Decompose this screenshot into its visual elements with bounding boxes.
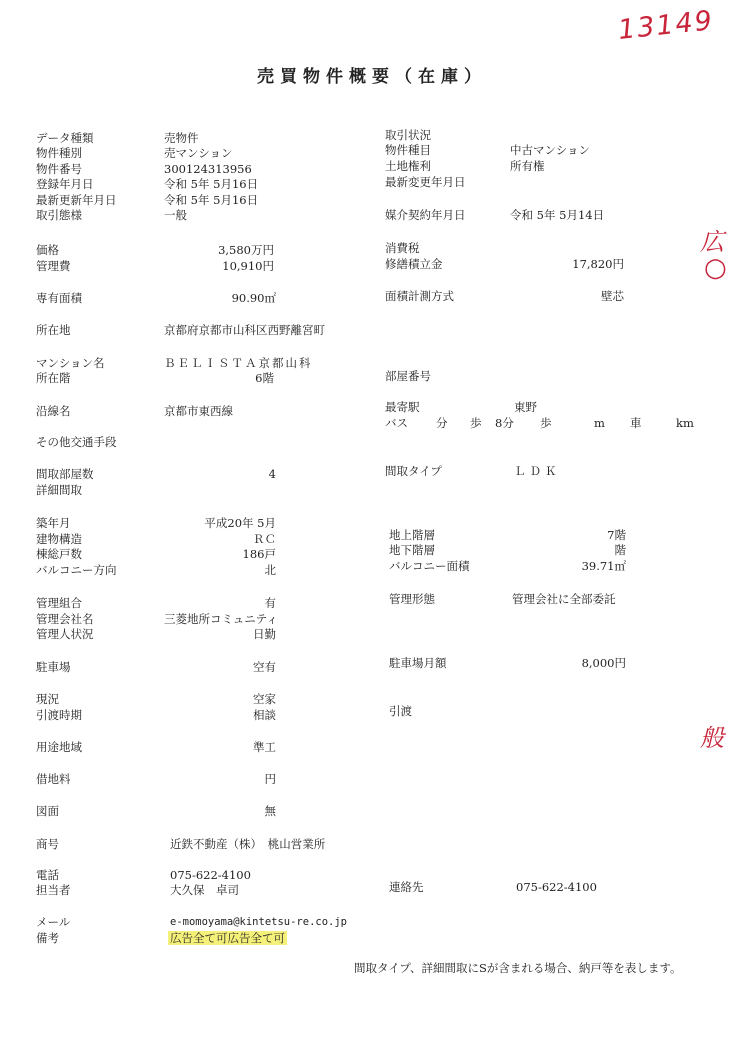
- value-mgmt-fee: 10,910円: [222, 259, 274, 273]
- value-property-type: 売マンション: [164, 146, 233, 160]
- label-contact: 連絡先: [389, 880, 424, 894]
- value-handover-time: 相談: [253, 708, 276, 722]
- label-area-method: 面積計測方式: [385, 289, 454, 303]
- value-brokerage-date: 令和 5年 5月14日: [510, 208, 605, 222]
- label-total-units: 棟総戸数: [36, 547, 82, 561]
- value-balcony-dir: 北: [264, 563, 276, 577]
- label-floor: 所在階: [36, 371, 71, 385]
- value-below-floors: 階: [614, 543, 626, 557]
- value-property-item: 中古マンション: [510, 143, 590, 157]
- value-layout-type: ＬＤＫ: [514, 464, 561, 478]
- label-structure: 建物構造: [36, 532, 82, 546]
- value-mansion-name: ＢＥＬＩＳＴＡ京都山科: [164, 356, 313, 370]
- label-land-right: 土地権利: [385, 159, 431, 173]
- handwritten-number: 13149: [616, 5, 716, 46]
- value-parking-fee: 8,000円: [581, 656, 626, 670]
- value-mgmt-company: 三菱地所コミュニティ: [164, 612, 278, 626]
- label-company: 商号: [36, 837, 59, 851]
- value-structure: ＲＣ: [253, 532, 276, 546]
- value-company: 近鉄不動産（株） 桃山営業所: [170, 837, 326, 851]
- value-manager-status: 日勤: [253, 627, 276, 641]
- label-mgmt-fee: 管理費: [36, 259, 71, 273]
- access-km: km: [676, 416, 694, 430]
- label-rooms: 間取部屋数: [36, 467, 94, 481]
- remarks-highlight: 広告全て可広告全て可: [170, 931, 285, 945]
- value-above-floors: 7階: [607, 528, 626, 542]
- value-staff: 大久保 卓司: [170, 883, 239, 897]
- value-mgmt-form: 管理会社に全部委託: [512, 592, 616, 606]
- access-car: 車: [630, 416, 642, 430]
- value-transaction: 一般: [164, 208, 187, 222]
- access-bus: バス: [385, 416, 408, 430]
- label-property-item: 物件種目: [385, 143, 431, 157]
- label-address: 所在地: [36, 323, 71, 337]
- page-title: 売買物件概要（在庫）: [257, 67, 487, 87]
- label-trade-status: 取引状況: [385, 128, 431, 142]
- access-walk-min: 8分: [495, 416, 514, 430]
- label-mgmt-union: 管理組合: [36, 596, 82, 610]
- label-land-rent: 借地料: [36, 772, 71, 786]
- value-mgmt-union: 有: [264, 596, 276, 610]
- label-area: 専有面積: [36, 291, 82, 305]
- value-current: 空家: [253, 692, 276, 706]
- label-remarks: 備考: [36, 931, 59, 945]
- value-data-type: 売物件: [164, 131, 199, 145]
- label-drawing: 図面: [36, 804, 59, 818]
- label-zoning: 用途地域: [36, 740, 82, 754]
- value-floor: 6階: [255, 371, 274, 385]
- label-data-type: データ種類: [36, 131, 94, 145]
- label-property-no: 物件番号: [36, 162, 82, 176]
- value-reg-date: 令和 5年 5月16日: [164, 177, 259, 191]
- value-area: 90.90㎡: [231, 291, 276, 305]
- value-station: 東野: [514, 400, 537, 414]
- label-staff: 担当者: [36, 883, 71, 897]
- value-balcony-area: 39.71㎡: [581, 559, 626, 573]
- label-parking: 駐車場: [36, 660, 71, 674]
- value-email: e-momoyama@kintetsu-re.co.jp: [170, 916, 348, 928]
- value-parking: 空有: [253, 660, 276, 674]
- value-drawing: 無: [264, 804, 276, 818]
- label-latest-change: 最新変更年月日: [385, 175, 466, 189]
- label-mgmt-form: 管理形態: [389, 592, 435, 606]
- handwritten-circle: ○: [704, 253, 727, 283]
- value-contact: 075-622-4100: [516, 880, 597, 894]
- label-below-floors: 地下階層: [389, 543, 435, 557]
- access-walk: 歩: [470, 416, 482, 430]
- value-address: 京都府京都市山科区西野離宮町: [164, 323, 325, 337]
- label-detail-layout: 詳細間取: [36, 483, 82, 497]
- label-mgmt-company: 管理会社名: [36, 612, 94, 626]
- label-layout-type: 間取タイプ: [385, 464, 442, 478]
- value-land-rent: 円: [264, 772, 276, 786]
- label-station: 最寄駅: [385, 400, 420, 414]
- label-line: 沿線名: [36, 404, 71, 418]
- value-price: 3,580万円: [218, 243, 274, 257]
- label-transaction: 取引態様: [36, 208, 82, 222]
- access-walk-2: 歩: [540, 416, 552, 430]
- label-other-transport: その他交通手段: [36, 435, 117, 449]
- label-above-floors: 地上階層: [389, 528, 435, 542]
- label-handover-time: 引渡時期: [36, 708, 82, 722]
- value-update-date: 令和 5年 5月16日: [164, 193, 259, 207]
- label-mansion-name: マンション名: [36, 356, 105, 370]
- value-phone: 075-622-4100: [170, 868, 251, 882]
- label-email: メール: [36, 915, 71, 929]
- value-remarks: [168, 931, 287, 945]
- label-brokerage-date: 媒介契約年月日: [385, 208, 466, 222]
- label-repair-fund: 修繕積立金: [385, 257, 443, 271]
- value-built: 平成20年 5月: [204, 516, 276, 530]
- value-property-no: 300124313956: [164, 162, 252, 176]
- label-tax: 消費税: [385, 241, 420, 255]
- label-room-no: 部屋番号: [385, 369, 431, 383]
- label-update-date: 最新更新年月日: [36, 193, 117, 207]
- value-repair-fund: 17,820円: [572, 257, 624, 271]
- label-property-type: 物件種別: [36, 146, 82, 160]
- value-land-right: 所有権: [510, 159, 545, 173]
- label-handover: 引渡: [389, 704, 412, 718]
- label-price: 価格: [36, 243, 59, 257]
- access-bus-min: 分: [436, 416, 448, 430]
- footnote: 間取タイプ、詳細間取にSが含まれる場合、納戸等を表します。: [354, 961, 682, 975]
- label-current: 現況: [36, 692, 59, 706]
- label-balcony-area: バルコニー面積: [389, 559, 470, 573]
- label-balcony-dir: バルコニー方向: [36, 563, 117, 577]
- value-total-units: 186戸: [242, 547, 276, 561]
- label-parking-fee: 駐車場月額: [389, 656, 447, 670]
- access-m: m: [594, 416, 605, 430]
- label-manager-status: 管理人状況: [36, 627, 94, 641]
- value-line: 京都市東西線: [164, 404, 233, 418]
- value-rooms: 4: [268, 467, 276, 481]
- handwritten-mark-ko: 広: [700, 228, 724, 256]
- label-built: 築年月: [36, 516, 71, 530]
- value-area-method: 壁芯: [601, 289, 624, 303]
- value-zoning: 準工: [253, 740, 276, 754]
- label-phone: 電話: [36, 868, 59, 882]
- handwritten-mark-han: 般: [700, 724, 724, 752]
- label-reg-date: 登録年月日: [36, 177, 94, 191]
